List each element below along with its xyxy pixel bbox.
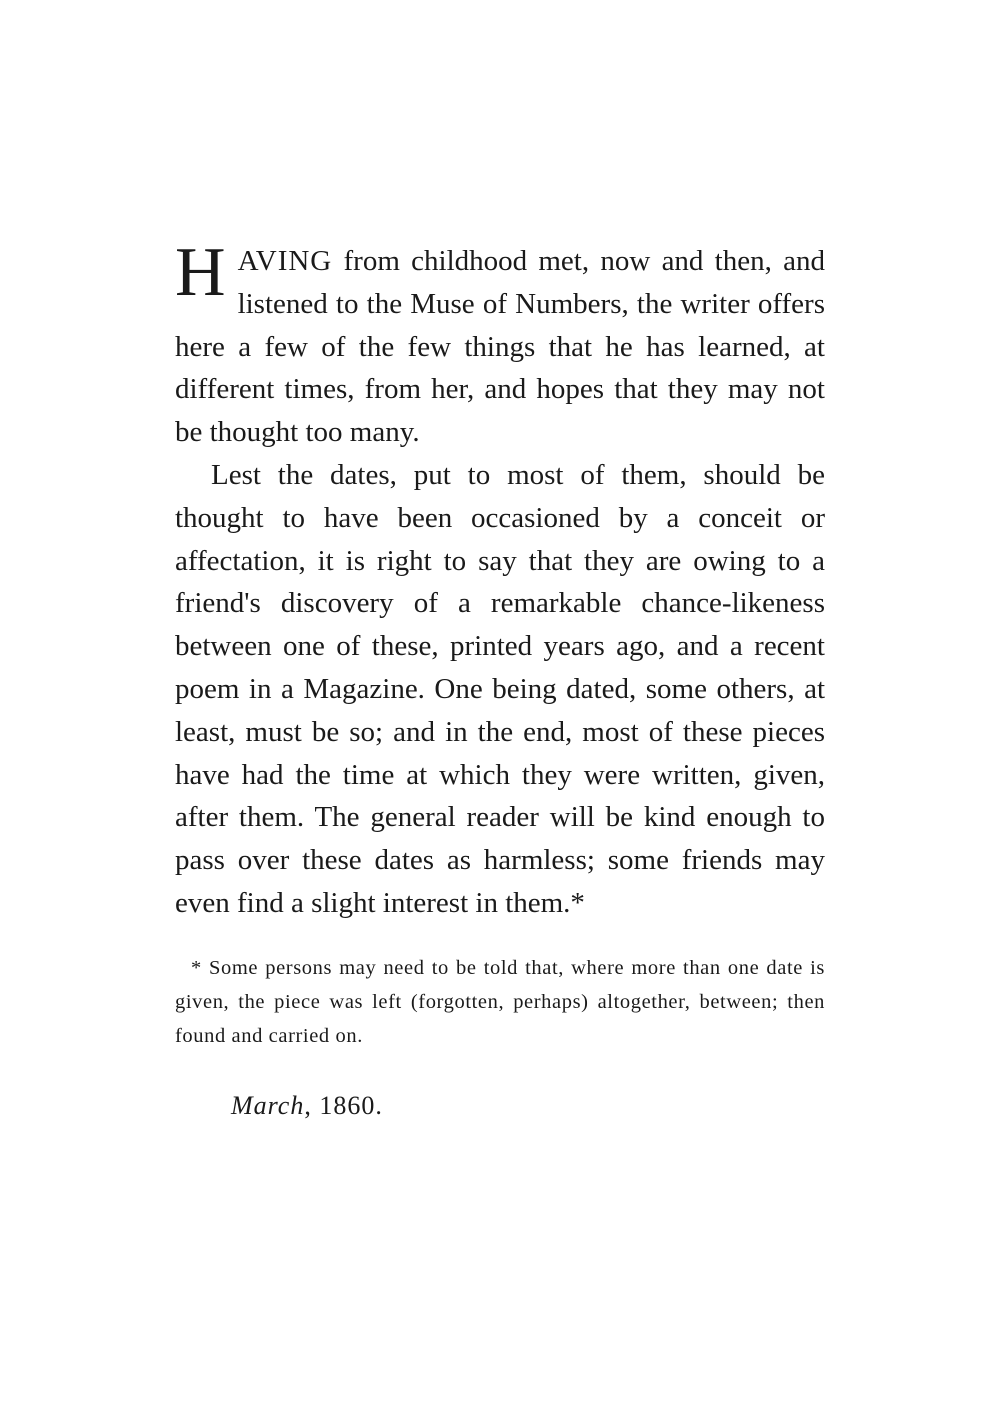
- footnote: * Some persons may need to be told that, where more than one date is given, the piece was left (forgotten, perhaps) altogether, between; then found and carried on.: [175, 956, 825, 1047]
- preface-paragraph-1: [175, 234, 825, 454]
- drop-cap: H: [175, 234, 226, 311]
- date-signature: [231, 1091, 825, 1121]
- signature-year: , 1860.: [304, 1090, 383, 1120]
- preface: [175, 234, 825, 1121]
- signature-month: March: [231, 1090, 305, 1120]
- paragraph-1-text: from childhood met, now and then, and listened to the Muse of Numbers, the writer offers here a few of the few things that he has learned, at different times, from her, and hopes that they may not be thought too many.: [175, 245, 825, 449]
- opening-small-caps: AVING: [237, 245, 333, 277]
- preface-paragraph-2: Lest the dates, put to most of them, should be thought to have been occasioned by a conceit or affectation, it is right to say that they are owing to a friend's discovery of a remarkable chance-likeness between one of these, printed years ago, and a recent poem in a Magazine. One being dated, some others, at least, must be so; and in the end, most of these pieces have had the time at which they were written, given, after them. The general reader will be kind enough to pass over these dates as harmless; some friends may even find a slight interest in them.*: [175, 458, 825, 919]
